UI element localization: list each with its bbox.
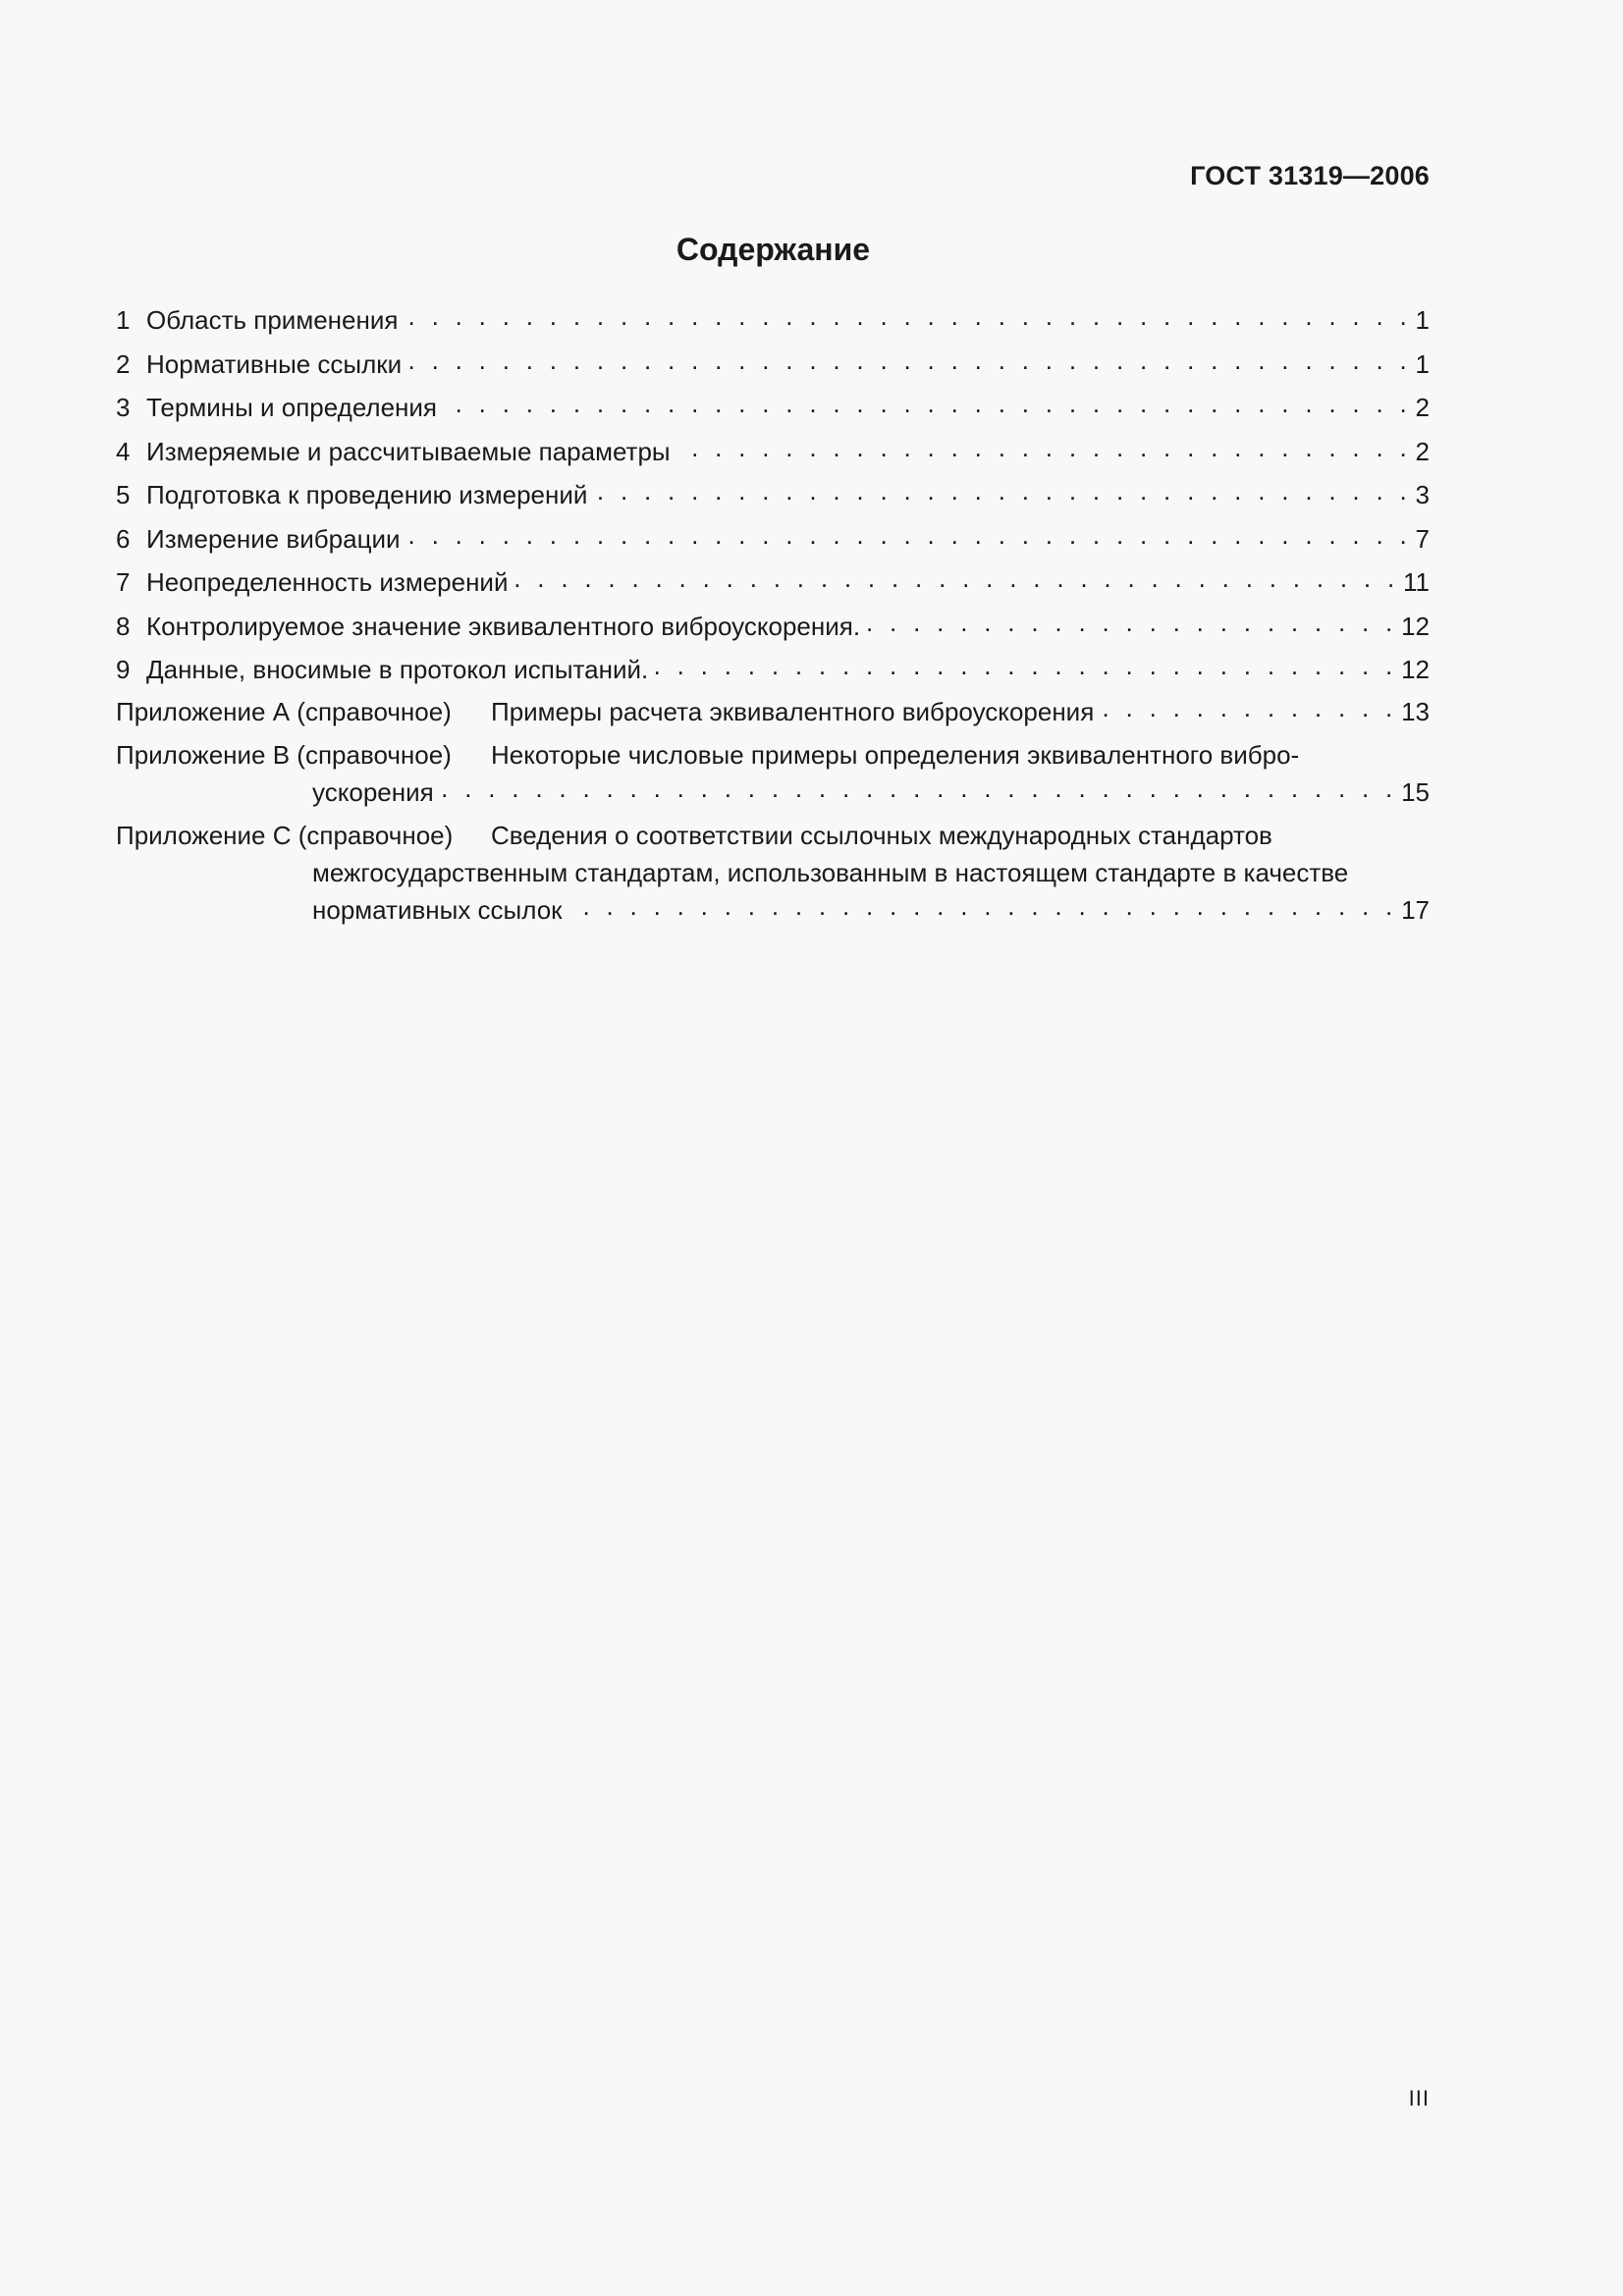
toc-entry-title: Неопределенность измерений: [146, 567, 509, 597]
toc-entry-number: 2: [116, 348, 131, 379]
toc-entry-8[interactable]: [116, 605, 1430, 649]
appendix-title-continued: нормативных ссылок: [312, 894, 563, 925]
dot-leader: [512, 565, 1399, 591]
toc-entry-number: 7: [116, 567, 131, 597]
standard-code: ГОСТ 31319—2006: [1190, 161, 1430, 190]
dot-leader: [864, 610, 1397, 635]
toc-entry-page: 12: [1401, 611, 1430, 641]
page-number: III: [1408, 2086, 1430, 2110]
toc-entry-title: Область применения: [146, 305, 399, 335]
toc-title: Содержание: [676, 232, 871, 267]
toc-entry-title: Контролируемое значение эквивалентного виброускорения.: [146, 611, 861, 641]
dot-leader: [652, 653, 1397, 678]
appendix-title: Некоторые числовые примеры определения эквивалентного вибро-: [491, 739, 1300, 770]
toc-entry-4[interactable]: [116, 430, 1430, 474]
dot-leader: [591, 478, 1411, 504]
toc-entry-page: 12: [1401, 655, 1430, 684]
toc-entry-title: Измеряемые и рассчитываемые параметры: [146, 436, 671, 466]
dot-leader: [675, 435, 1412, 460]
toc-entry-number: 5: [116, 480, 131, 509]
toc-entry-title: Нормативные ссылки: [146, 348, 403, 379]
appendix-title-continued: межгосударственным стандартам, использованным в настоящем стандарте в качестве: [312, 857, 1349, 887]
appendix-title: Сведения о соответствии ссылочных международных стандартов: [491, 820, 1272, 850]
dot-leader: [405, 522, 1412, 548]
toc-entry-6[interactable]: [116, 517, 1430, 561]
appendix-label: Приложение С (справочное): [116, 820, 454, 850]
toc-entry-number: 1: [116, 305, 131, 335]
toc-entry-number: 3: [116, 393, 131, 422]
toc-entry-number: 4: [116, 436, 131, 466]
appendix-label: Приложение А (справочное): [116, 696, 452, 726]
toc-appendix-c[interactable]: [116, 817, 1430, 929]
appendix-title: Примеры расчета эквивалентного виброускорения: [491, 696, 1095, 726]
toc-entry-number: 6: [116, 523, 131, 554]
toc-entry-title: Измерение вибрации: [146, 523, 401, 554]
toc-appendix-b[interactable]: [116, 736, 1430, 811]
toc-entry-5[interactable]: [116, 473, 1430, 517]
toc-entry-1[interactable]: [116, 298, 1430, 343]
table-of-contents: [116, 298, 1430, 929]
dot-leader: [402, 303, 1411, 329]
toc-entry-7[interactable]: [116, 561, 1430, 605]
toc-entry-page: 13: [1401, 696, 1430, 726]
toc-entry-title: Подготовка к проведению измерений: [146, 480, 588, 509]
dot-leader: [406, 347, 1411, 373]
toc-entry-page: 3: [1415, 480, 1430, 509]
dot-leader: [1098, 695, 1397, 721]
toc-entry-9[interactable]: [116, 648, 1430, 692]
toc-entry-page: 1: [1415, 305, 1430, 335]
toc-entry-title: Данные, вносимые в протокол испытаний.: [146, 655, 649, 684]
toc-entry-title: Термины и определения: [146, 393, 438, 422]
toc-entry-page: 2: [1415, 436, 1430, 466]
toc-entry-page: 11: [1403, 567, 1430, 597]
toc-entry-page: 17: [1401, 894, 1430, 925]
toc-appendix-a[interactable]: [116, 693, 1430, 730]
toc-entry-page: 15: [1401, 776, 1430, 807]
dot-leader: [441, 391, 1412, 416]
toc-entry-page: 2: [1415, 393, 1430, 422]
dot-leader: [567, 893, 1398, 919]
toc-entry-number: 8: [116, 611, 131, 641]
dot-leader: [438, 775, 1397, 801]
toc-entry-3[interactable]: [116, 386, 1430, 430]
toc-entry-2[interactable]: [116, 343, 1430, 387]
appendix-label: Приложение В (справочное): [116, 739, 452, 770]
toc-entry-number: 9: [116, 655, 131, 684]
toc-entry-page: 7: [1415, 523, 1430, 554]
toc-entry-page: 1: [1415, 348, 1430, 379]
appendix-title-continued: ускорения: [312, 776, 434, 807]
